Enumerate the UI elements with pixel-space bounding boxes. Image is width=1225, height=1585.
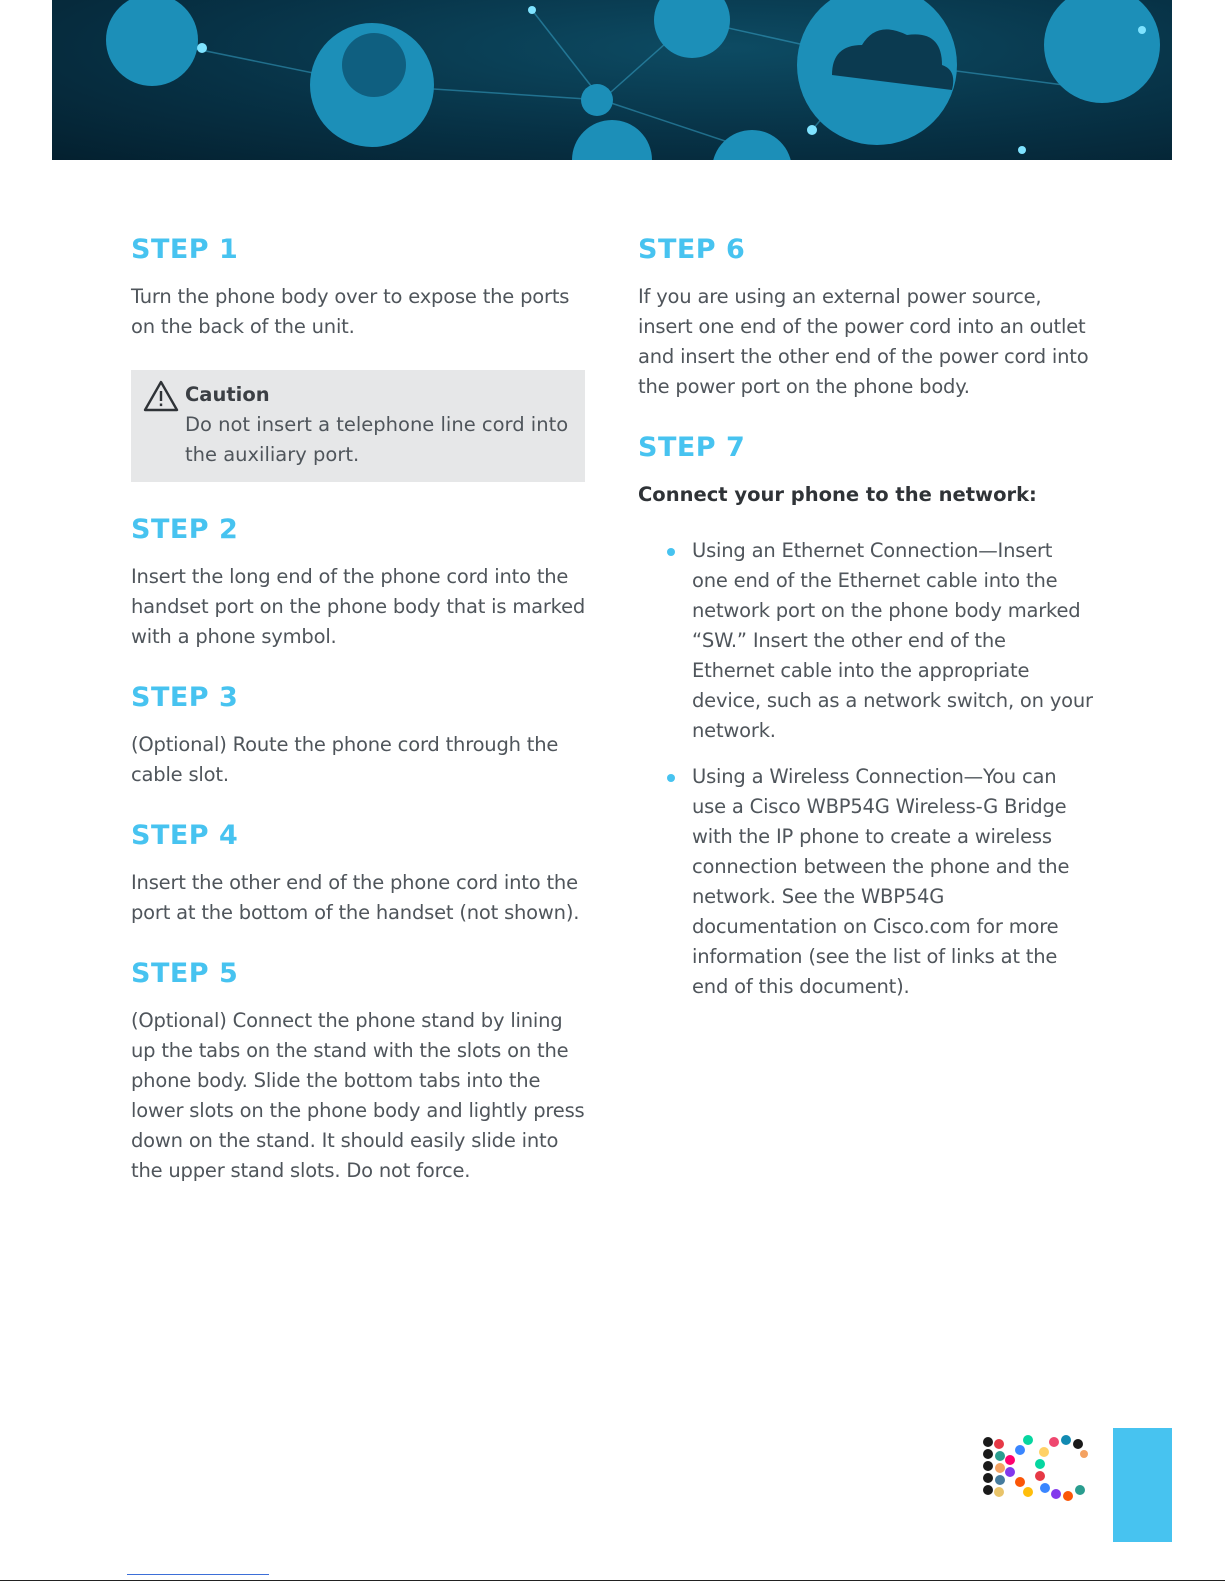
kc-logo <box>980 1432 1092 1506</box>
list-item-text: Using a Wireless Connection—You can use a Cisco WBP54G Wireless-G Bridge with the IP phone to create a wireless connection between the phone and the network. See the WBP54G documentation on Cisco.com for more information (see the list of links at the end of this document). <box>692 765 1070 998</box>
caution-box <box>131 370 585 482</box>
step-6-heading: STEP 6 <box>638 234 746 265</box>
connection-options-list <box>638 536 1093 1002</box>
step-3-heading: STEP 3 <box>131 682 239 713</box>
people-icon <box>1044 0 1160 103</box>
step-4-text: Insert the other end of the phone cord into the port at the bottom of the handset (not shown). <box>131 871 580 924</box>
right-column <box>638 232 1093 1018</box>
network-illustration <box>52 0 1172 160</box>
step-4-heading: STEP 4 <box>131 820 239 851</box>
bullet-icon <box>667 548 675 556</box>
step-3-text: (Optional) Route the phone cord through the cable slot. <box>131 733 559 786</box>
list-item-text: Using an Ethernet Connection—Insert one end of the Ethernet cable into the network port on the phone body marked “SW.” Insert the other end of the Ethernet cable into the appropriate device, such as a network switch, on your network. <box>692 539 1093 742</box>
step-7-heading: STEP 7 <box>638 432 746 463</box>
caution-text: Do not insert a telephone line cord into the auxiliary port. <box>185 413 569 466</box>
router-icon <box>106 0 198 86</box>
step-7-lead: Connect your phone to the network: <box>638 483 1037 506</box>
step-5-text: (Optional) Connect the phone stand by lining up the tabs on the stand with the slots on the phone body. Slide the bottom tabs into the lower slots on the phone body and lightly press down on the stand. It should easily slide into the upper stand slots. Do not force. <box>131 1009 585 1182</box>
left-column <box>131 232 591 1214</box>
warning-icon <box>143 380 179 412</box>
header-banner <box>52 0 1172 160</box>
step-5-heading: STEP 5 <box>131 958 239 989</box>
step-6-text: If you are using an external power source, insert one end of the power cord into an outlet and insert the other end of the power cord into the power port on the phone body. <box>638 285 1089 398</box>
step-1-text: Turn the phone body over to expose the ports on the back of the unit. <box>131 285 570 338</box>
footer-rule <box>0 1580 1225 1581</box>
list-item <box>638 536 1093 746</box>
footer-link-underline[interactable] <box>127 1574 269 1575</box>
logo-letters <box>983 1435 1088 1501</box>
mail-icon <box>654 0 730 58</box>
step-1-heading: STEP 1 <box>131 234 239 265</box>
page-tab-marker <box>1113 1428 1172 1542</box>
step-2-heading: STEP 2 <box>131 514 239 545</box>
bullet-icon <box>667 774 675 782</box>
step-2-text: Insert the long end of the phone cord into the handset port on the phone body that is marked with a phone symbol. <box>131 565 586 648</box>
caution-title: Caution <box>185 383 270 406</box>
list-item <box>638 762 1093 1002</box>
